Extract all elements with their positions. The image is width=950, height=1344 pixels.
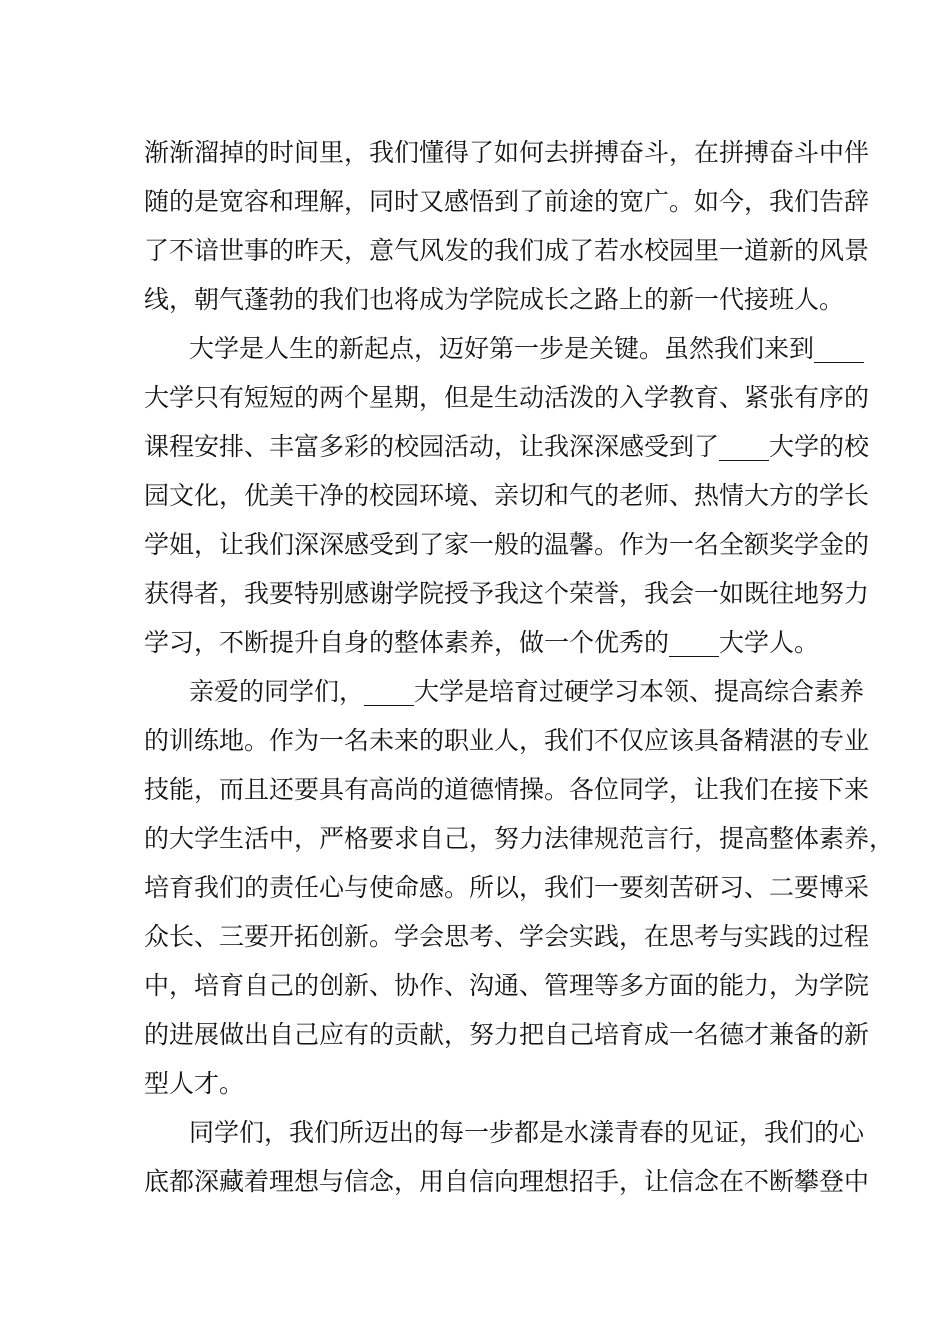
text-line: 技能，而且还要具有高尚的道德情操。各位同学，让我们在接下来 bbox=[144, 775, 870, 804]
text-line: 众长、三要开拓创新。学会思考、学会实践，在思考与实践的过程 bbox=[144, 922, 870, 951]
text-line: 渐渐溜掉的时间里，我们懂得了如何去拼搏奋斗，在拼搏奋斗中伴 bbox=[144, 138, 870, 167]
text-line: 获得者，我要特别感谢学院授予我这个荣誉，我会一如既往地努力 bbox=[144, 579, 870, 608]
text-line: 课程安排、丰富多彩的校园活动，让我深深感受到了____大学的校 bbox=[144, 432, 870, 461]
text-line: 大学只有短短的两个星期，但是生动活泼的入学教育、紧张有序的 bbox=[144, 383, 870, 412]
text-line: 的训练地。作为一名未来的职业人，我们不仅应该具备精湛的专业 bbox=[144, 726, 870, 755]
text-line: 培育我们的责任心与使命感。所以，我们一要刻苦研习、二要博采 bbox=[144, 873, 870, 902]
text-line: 型人才。 bbox=[144, 1069, 245, 1098]
paragraph-first-line: 亲爱的同学们，____大学是培育过硬学习本领、提高综合素养 bbox=[189, 677, 865, 706]
text-line: 底都深藏着理想与信念，用自信向理想招手，让信念在不断攀登中 bbox=[144, 1167, 870, 1196]
text-line: 随的是宽容和理解，同时又感悟到了前途的宽广。如今，我们告辞 bbox=[144, 187, 870, 216]
paragraph-first-line: 大学是人生的新起点，迈好第一步是关键。虽然我们来到____ bbox=[189, 334, 865, 363]
text-line: 的进展做出自己应有的贡献，努力把自己培育成一名德才兼备的新 bbox=[144, 1020, 870, 1049]
text-line: 学姐，让我们深深感受到了家一般的温馨。作为一名全额奖学金的 bbox=[144, 530, 870, 559]
text-line: 中，培育自己的创新、协作、沟通、管理等多方面的能力，为学院 bbox=[144, 971, 870, 1000]
text-line: 了不谙世事的昨天，意气风发的我们成了若水校园里一道新的风景 bbox=[144, 236, 870, 265]
text-line: 学习，不断提升自身的整体素养，做一个优秀的____大学人。 bbox=[144, 628, 820, 657]
paragraph-first-line: 同学们，我们所迈出的每一步都是水漾青春的见证，我们的心 bbox=[189, 1118, 865, 1147]
text-line: 园文化，优美干净的校园环境、亲切和气的老师、热情大方的学长 bbox=[144, 481, 870, 510]
text-line: 的大学生活中，严格要求自己，努力法律规范言行，提高整体素养， bbox=[144, 824, 895, 853]
document-body bbox=[144, 128, 895, 1206]
text-line: 线，朝气蓬勃的我们也将成为学院成长之路上的新一代接班人。 bbox=[144, 285, 845, 314]
